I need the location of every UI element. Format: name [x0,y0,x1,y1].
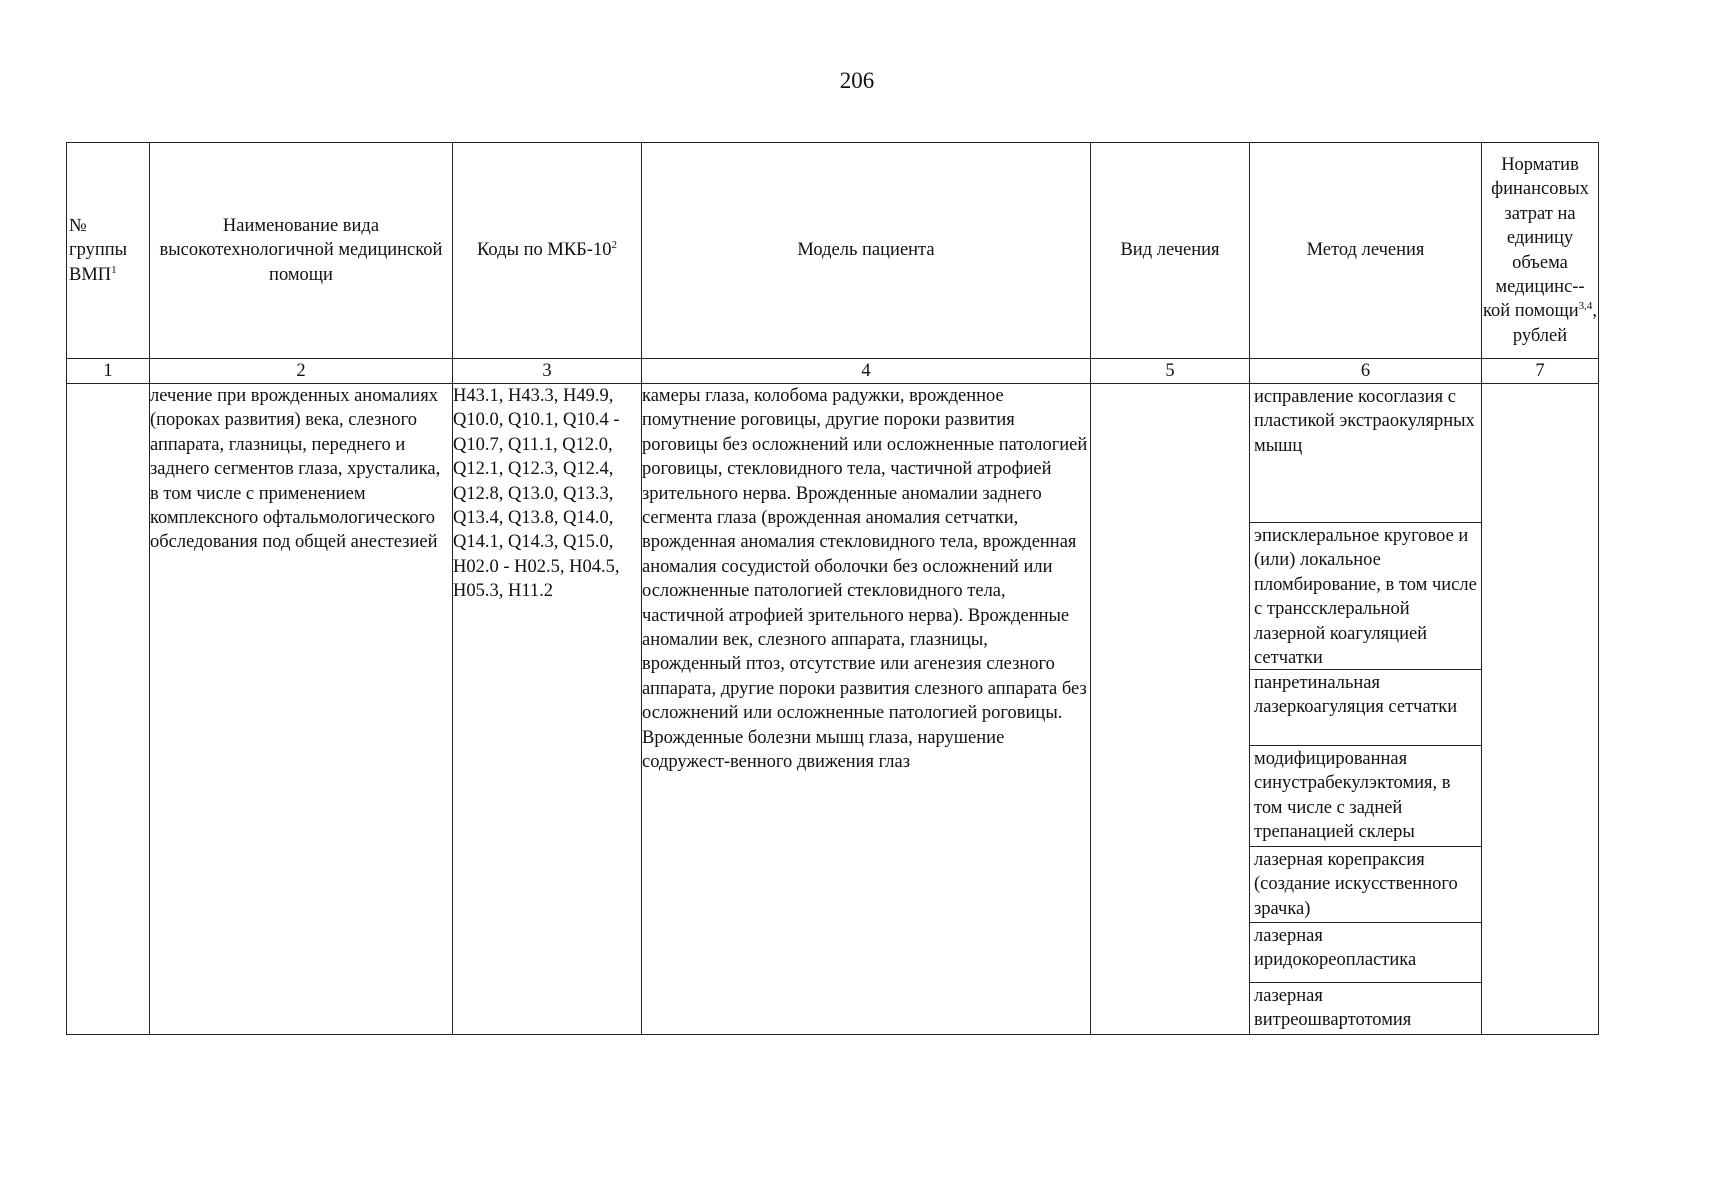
column-number: 1 [67,359,150,384]
cost-norm-cell [1482,384,1599,1035]
header-group-number: № группы ВМП$^1$ [67,143,150,359]
header-patient-model: Модель пациента [642,143,1091,359]
patient-model-cell: камеры глаза, колобома радужки, врожденное помутнение роговицы, другие пороки развития роговицы без осложнений или осложненные патологией роговицы, стекловидного тела, частичной атрофией зрительного нерва. Врожденные аномалии заднего сегмента глаза (врожденная аномалия сетчатки, врожденная аномалия стекловидного тела, врожденная аномалия сосудистой оболочки без осложнений или осложненные патологией стекловидного тела, частичной атрофией зрительного нерва). Врожденные аномалии век, слезного аппарата, глазницы, врожденный птоз, отсутствие или агенезия слезного аппарата, другие пороки развития слезного аппарата без осложнений или осложненные патологией роговицы. Врожденные болезни мышц глаза, нарушение содружест-венного движения глаз [642,384,1091,1035]
group-number-cell [67,384,150,1035]
column-number: 6 [1250,359,1482,384]
column-number-row [67,359,1599,384]
vmp-table [66,142,1599,1035]
header-icd-codes: Коды по МКБ-$10^2$ [453,143,642,359]
treatment-method-item: исправление косоглазия с пластикой экстраокулярных мышц [1250,384,1481,523]
treatment-method-item: эписклеральное круговое и (или) локальное пломбирование, в том числе с транссклеральной лазерной коагуляцией сетчатки [1250,523,1481,670]
header-care-type-name: Наименование вида высокотехнологичной медицинской помощи [150,143,453,359]
column-number: 7 [1482,359,1599,384]
icd-codes-cell: H43.1, H43.3, H49.9, Q10.0, Q10.1, Q10.4 - Q10.7, Q11.1, Q12.0, Q12.1, Q12.3, Q12.4, Q12.8, Q13.0, Q13.3, Q13.4, Q13.8, Q14.0, Q14.1, Q14.3, Q15.0, H02.0 - H02.5, H04.5, H05.3, H11.2 [453,384,642,1035]
treatment-method-item: модифицированная синустрабекулэктомия, в том числе с задней трепанацией склеры [1250,746,1481,847]
column-number: 5 [1091,359,1250,384]
treatment-type-cell [1091,384,1250,1035]
column-number: 4 [642,359,1091,384]
column-number: 2 [150,359,453,384]
treatment-method-item: лазерная иридокореопластика [1250,923,1481,983]
header-treatment-type: Вид лечения [1091,143,1250,359]
page-number: 206 [839,68,875,93]
header-treatment-method: Метод лечения [1250,143,1482,359]
header-row [67,143,1599,359]
table-row [67,384,1599,1035]
care-type-name-cell: лечение при врожденных аномалиях (пороках развития) века, слезного аппарата, глазницы, переднего и заднего сегментов глаза, хрусталика, в том числе с применением комплексного офтальмологического обследования под общей анестезией [150,384,453,1035]
column-number: 3 [453,359,642,384]
treatment-method-item: панретинальная лазеркоагуляция сетчатки [1250,670,1481,746]
header-cost-norm: Норматив финансовых затрат на единицу объема медицинс-- кой помощи$^{3,4}$, рублей [1482,143,1599,359]
treatment-method-item: лазерная корепраксия (создание искусственного зрачка) [1250,847,1481,923]
treatment-method-item: лазерная витреошвартотомия [1254,986,1412,1031]
treatment-methods-cell [1250,384,1482,1035]
